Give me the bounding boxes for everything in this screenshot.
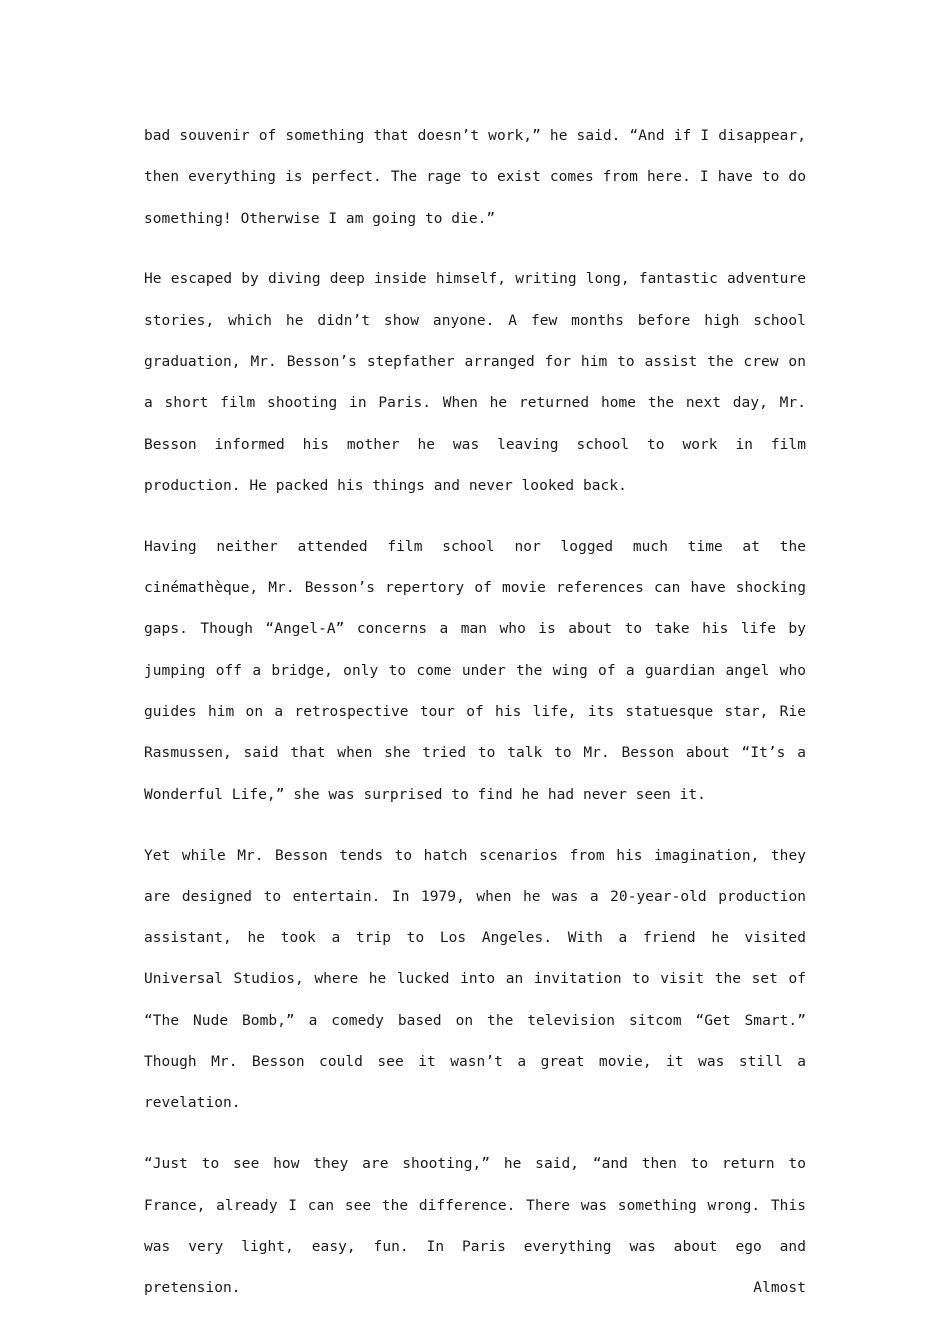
paragraph-2: He escaped by diving deep inside himself, writing long, fantastic adventure stories, which he didn’t show anyone. A few months before high school graduation, Mr. Besson’s stepfather arranged for him to assist the crew on a short film shooting in Paris. When he returned home the next day, Mr. Besson informed his mother he was leaving school to work in film production. He packed his things and never looked back. xyxy=(144,271,806,494)
paragraph-1: bad souvenir of something that doesn’t work,” he said. “And if I disappear, then everything is perfect. The rage to exist comes from here. I have to do something! Otherwise I am going to die.” xyxy=(144,128,806,227)
paragraph-3: Having neither attended film school nor logged much time at the cinémathèque, Mr. Besson’s repertory of movie references can have shocking gaps. Though “Angel-A” concerns a man who is about to take his life by jumping off a bridge, only to come under the wing of a guardian angel who guides him on a retrospective tour of his life, its statuesque star, Rie Rasmussen, said that when she tried to talk to Mr. Besson about “It’s a Wonderful Life,” she was surprised to find he had never seen it. xyxy=(144,538,806,803)
paragraph-4: Yet while Mr. Besson tends to hatch scenarios from his imagination, they are designed to entertain. In 1979, when he was a 20-year-old production assistant, he took a trip to Los Angeles. With a friend he visited Universal Studios, where he lucked into an invitation to visit the set of “The Nude Bomb,” a comedy based on the television sitcom “Get Smart.” Though Mr. Besson could see it wasn’t a great movie, it was still a revelation. xyxy=(144,847,806,1112)
article-body xyxy=(144,116,806,1329)
paragraph-5: “Just to see how they are shooting,” he said, “and then to return to France, already I can see the difference. There was something wrong. This was very light, easy, fun. In Paris everything was about ego and pretension. Almost xyxy=(144,1156,806,1297)
